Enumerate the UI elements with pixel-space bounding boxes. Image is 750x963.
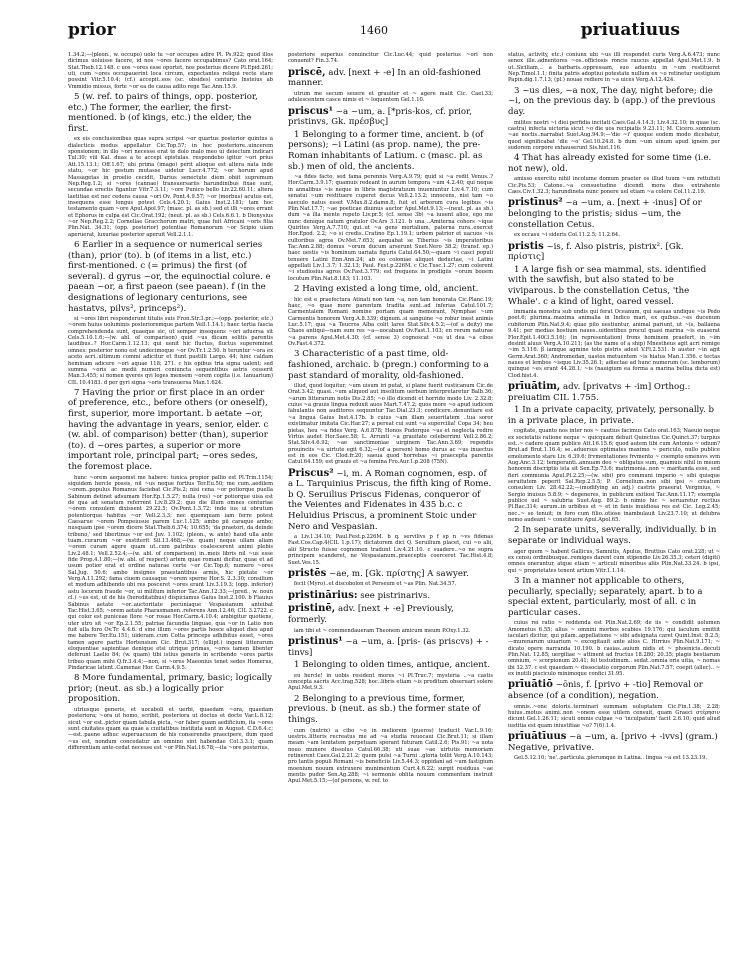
- headword: pristinē,: [288, 603, 336, 615]
- sense-definition: 5 (w. ref. to pairs of things, opp. posterior, etc.) The former, the earlier, the first-mentioned. b (of kings, etc.) the elder, the first.: [68, 92, 258, 134]
- entry-etymology: ~a ~um, a. [pris- (as priscvs) + -tinvs]: [288, 636, 489, 658]
- citations: immania monstra sub undis qui ferat Oceanum, qui saeuas undique ~is Pedo poet.6; plurima..maxima animalia in Indico mari, ex quibus..~es ducenum cubitorum Plin.Nat.9.4; quae pilo uestiuntur, animal pariunt, ut ~is, ballaena 9.41; per medias hostium naues..uidentibus procul quasi marina ~is euaserat Flor.Epit.1.40(3.5.16); (in representation) frons hominem praefert, in ~im desinit aluus Verg.A.10.211; (as the name of a ship) Mnestheus agit acri remige ~im 5.116. β iamque agmine toto pistris adest V.Fl.2.531. b auster ~in agit Germ.Arat.360; Andromedan, uastos metuentem ~is hiatus Man.1.356. c tectas naues et lembos ~isque Liv.35.26.1; adiectae ad hunc numerum (sc. lemborum) quinque ~es erant 44.28.1; ~is (nauigium ea forma a marina bellua dicta est) Clod.hist.4.: [508, 309, 720, 379]
- dictionary-entry: [288, 67, 493, 89]
- dictionary-entry: [288, 568, 493, 580]
- column-3: [508, 52, 720, 932]
- citations: ~a fides facto, sed fama perennis Verg.A.9.79; quid si ~a redit Venus..? Hor.Carm.3.9.17; quamuis redeant in aurum tempora ~um 4.2.40; qui neque in annalibus ~is neque in libris magistratuum inueniuntur Liv.4.7.10; cum senatui ~um restituere cuperet decus Vell.2.13.2; innocens, nisi tam ~o saeculo natus esset V.Max.8.2.damn.8; fuit et arborum cura legibus ~is Plin.Nat.17.7; ~ae poeticae diuinus auctor Apul.Met.9.13;—(neut. pl. as sb.) dum ~a illa mente repeto Liv.pr.5; (cf. sense 3b) ~a iuuent alios, ego me nunc denique natum gratulor Ov.Ars 3.121. b una ..Amiterna cohors ~ique Quirites Verg.A.7.710; qui..ut ~a gens mortalium, paterna rura..exercet Hor.Epod. 2.2; ~o si credis..Cratino Ep.1.19.1; urbem patrior et uacuos ~is cultoribus agros Ov.Met.7.653; aequabat se Tiberius ~is imperatoribus Tac.Ann.2.88; domus ~orum ducum arserunt Suet.Nero 38.2; (transf. ep.) haec uestis ~is hominum uariata figuris Catul.64.50;—quam ~i casci populi tenuere Latini Enn.Ann.24; ab eo coloniae aliquot deductae, ~i Latini appellati Liv.1.3.7; 1.32.13; Paul. Fest.p.226M. c Cic.Tusc.1.27; cum colerent ~i studiosius agros Ov.Fast.3.779; est frequens in prodigiis ~orum bouem locutum Plin.Nat.8.183; 11.103.: [288, 174, 493, 282]
- entry-etymology: ~ae, m. [Gk. πρίστης] A sawyer.: [326, 568, 469, 579]
- sense-definition: 3 Characteristic of a past time, old-fashioned, archaic. b (pregn.) conforming to a past standard of morality, old-fashioned.: [288, 349, 489, 381]
- citations: utrum me secum seuere et grauiter et ~ agere malit Cic. Cael.33; adulescentem casce nimis et ~ loquentem Gel.1.10.: [288, 90, 493, 104]
- sense-definition: 2 Belonging to a previous time, former, previous. b (neut. as sb.) the former state of things.: [288, 693, 481, 725]
- citations: utriusque generis, et uocaboli et uerbi, quaedam ~ora, quaedam posteriora; ~ora ut homo, scribit, posteriora ut doctus et docte Var.L.8.12; sicut ~or est..pictor quam tabula picta, ~or faber quam aedificium, ita ~ores sunt ciuitates quam ea quae a ciuitatibus instituta sunt in August. C.D.6.4.c;—est..paene adhuc superuacuum de his conserendis praecipere, dum quod ~us est, nondum concedatur an omnino sint habendae Col.3.3.1; quam differentiam ante-cedat necesse est ~or Plin.Nat.16.78;—ita ~ore posterius,: [68, 707, 273, 752]
- sense-definition: 1 A large fish or sea mammal, sts. identified with the sawfish, but also stated to be viviparous. b the constellation Cetus, 'the Whale'. c a kind of light, oared vessel.: [508, 264, 707, 307]
- entry-etymology: adv. [privatvs + -im] Orthog.: preiuatim CIL 1.755.: [508, 381, 691, 403]
- citations: hic est e praefectura Atinati non tam ~a, non tam honorata Cic.Planc.19; haec, ~o quae more parentum tradita sunt..ad inferias Catul.101.7; Carmentalem Romani nomine portam quam memorant, Nymphae ~um Carmentis honorem Verg.A.8.339; dignum..si sanguine ~o robur inest animis Luc.5.17; qua ~a Teucros Alba colit lares Stat.Silv.4.5.2;—(of a deity) me Chaos antiqui—nam sum res ~a—uocabant Ov.Fast.1.103; en rerum naturae ~a parens Apul.Met.4.30; (cf. sense 3) cognoscat ~os ut dea ~a cibos Ov.Fast.4.372.: [288, 296, 493, 347]
- citations: cum (nutrix) a cibo ~o in meliorem (pueros) traducit Var.L.9.16; uestris..litteris recreatus me ad ~a studia reuocaui Cic.Brut.11; si illam meam ~am lenitatem perpetuam sperant futuram Catil.2.6; Pis.91; ~a uota nouo munere dissoluo Catul.66.38; uti suae ~ae uirtutis memoriam retinerent Caes.Gal.2.21.2; quem pulsi ~a Turni ..gloria tollit Verg.A.10.143; pro tantis populi Romani ~is beneficiis Liv.5.44.3; oppidani ad ~um fastigium moenium nouum extruxere munimentum Curt.4.6.22; surgit residuus ~ae mentis pudor Sen.Ag.288; ~i sermonis oblita nouum commentum instruit Apul.Met.5.15;—(of persons, w. ref. to: [288, 727, 493, 785]
- sense-definition: 7 Having the prior or first place in an order of preference, etc., before others (or oneself), first, superior, more important. b aetate ~or, having the advantage in years, senior, elder. c (w. abl. of comparison) better (than), superior (to). d ~ores partes, a superior or more important role, principal part; ~ores sedes, the foremost place.: [68, 387, 269, 473]
- guide-word-left: prior: [68, 20, 116, 40]
- running-header: [68, 20, 680, 42]
- dictionary-entry: [508, 197, 720, 230]
- dictionary-entry: [508, 731, 720, 753]
- entry-etymology: adv. [next + -e] In an old-fashioned manner.: [288, 67, 481, 89]
- column-1: [68, 52, 273, 932]
- dictionary-entry: [288, 106, 493, 128]
- citations: ex eis conclusionibus quas supra scripsi ~or quartus posterior quintus a dialecticis modus appellatur Cic.Top.57; in hoc posteriore..uincerem sponsionem; in illo ~ori necesse erat te dolo malo meo ui deiectum indicari Tul.30; viii Kal. duas a te accepi epistulas. respondebo igitur ~ori prius Att.15.13.1; Off.1.67; ubi prima (imago) perit alioque est altera nata inde statu, ~or hic gestum mutasse uidetur Lucr.4.772; ~or horum apud Massagetas in proelio cecidit, Darius senectute diem obiit supremum Nep.Reg.1.2; si ~ores (cannae) transuersariis harundinibus fixae sunt, secundae erectis figantur Vitr.7.3.11; ~ore Punico bello Liv.22.60.11; altera laetitiae est nec cedens causa ~ori Ov. Pont.4.9.57; ~or (morbus) acutus est, insequens esse longus potest Cels.4.20.1; Gaius Inst.2.181; tam hoc testamento quam ~ore Apul.Apol.97; (masc. pl. as sb.) sed et illi ~ores errant et Ephorus in culpa est Cic.Orat.192; (neut. pl. as sb.) Cels.6.6.1. b Dionysius ~or Nep.Reg.2.2; Corneliae Gracchorum matri, quae fuit Africani ~oris filia Plin.Nat. 34.31; (opp. posterior) potentiae Romanorum ~or Scipio uiam aperuerat, luxuriae posterior aperuit Vell.2.1.1.: [68, 136, 273, 238]
- headword: prīuātīuus: [508, 731, 567, 743]
- sense-definition: 4 That has already existed for some time (i.e. not new), old.: [508, 153, 712, 174]
- headword: pristis: [508, 240, 544, 252]
- citations: Gel.5.12.10; 'ne'..particula..plerumque in Latina.. lingua ~a est 13.23.19.: [514, 755, 708, 762]
- citations: milites nostri ~i diei perfidia incitati Caes.Gal.4.14.3; Liv.4.32.10; in quae (sc. castra) infecta uictoria sicut ~o die uos recipiatis 9.23.11; M. Cicero..somnium ~ae noctis..narrabat Suet.Aug.94.9;—'die ~i' quoque eodem modo dicebatur, quod significabat 'die ~o' Gel.10.24.8. b dum ~um uinum apud ignem per sudorem corpore exhauserunt Sis.hist.116.: [508, 119, 720, 151]
- citations: si ~ores libri responderunt titulis suis Fron.Str.3.pr.;—(opp. posterior, etc.) ~orem huius uoluminis posterioremque partem Vell.1.14.1; haec tertia fascia comprehendenda sunt, quaeque sic, ut semper insequens ~ori aduersa sit Cels.5.10.1.6;—(w. abl. of comparison) quid ~us dicam solitis parentis laudibus..? Hor.Carm.1.12.13; qui uenit hic fluctus, fluctus supereminet omnes: posterior nono est undecimoque ~or Ov.Tr.1.2.50. b teruntur ~ora ex aceto acri..ultimum commi adicitur et fiunt pastilli Largo. 44; hinc caldam heminam adicere ~ori aquae 118; 271. c his opibus tria signa ualent; sed summa ~oris ac medii numeri coniuncta sequentibus astris cesserit Man.3.455; si nomen qveres qvi leges mensem ~orem cogita (i.e. Ianuarium) CIL 10.4183. d per gyri signa ~oris transuersa Man.1.624.: [68, 316, 273, 386]
- entry-etymology: adv. [next + -e] Previously, formerly.: [288, 604, 454, 625]
- entry-etymology: ~is, f. Also pistris, pistrix². [Gk. πρίστις]: [508, 241, 684, 263]
- headword: Priscus²: [288, 467, 334, 479]
- sense-definition: 3 In a manner not applicable to others, peculiarly, specially; separately, apart. b to a special extent, particularly, most of all. c in particular cases.: [508, 576, 703, 618]
- sense-definition: 1 In a private capacity, privately, personally. b in a private place, in private.: [508, 405, 714, 426]
- citations: cuius rei ratio ~ reddenda est Plin.Nat.2.69; de iis ~ condidit uolumen Amometus 6.55; alius ~ omnini morbos scabies 19.176; qui iaculum emittit iaculari dicitur, qui pilam..appellatione ~ sibi adsignata caret Quint.Inst. 8.2.5;—murenarum uiuarium ~ excogitauit ante alios C. Hirrius Plin.Nat.9.171; ~ dicato opere narranda 10.190. b casias..auium nidis et ~ phoenicis..decuti Plin.Nat. 12.85; uergiliae ~ attinent ad fructus 18.280; 20.35; plagis bestiarum omnium, ~ scorpionum 20.41; fel testudinum.. sedat..omnia oris uitia, ~ nomas ibi 32.37. c est quaedam ~ dissociatio corporum Plin.Nat.7.57; coepit (allec).. ~ ex inutili pisciculo minimoque confici 31.95.: [508, 620, 720, 678]
- dictionary-entry: [288, 636, 493, 658]
- headword: priscus¹: [288, 105, 334, 117]
- citations: 1.34.2;—(pleon., w. occupo) uolo tu ~or occupes adire Pl. Ps.922; quod illos dicimus uoluisse facere, id nos ~ores facere occupabimus? Cato orat.164; Stat.Theb.12.148. c uos ~ores esse oportet, nos posterius dicere Pl.Epid.261; uti, cum ~ores occupauerint loca circum, expectantes reliqui recte stare possint Vitr.5.10.4; (cf.) accepit..eos (sc. obsides) centurio Insteius ab Vmmidio missus, forte ~or ea de causa adito rege Tac.Ann.15.9.: [68, 52, 273, 90]
- column-2: [288, 52, 493, 932]
- sense-definition: 3 ~us dies, ~a nox, The day, night before; die ~i, on the previous day. b (app.) of the previous day.: [508, 85, 716, 117]
- dictionary-entry: [508, 381, 720, 403]
- entry-etymology: ~i, m. A Roman cognomen, esp. of a L. Tarquinius Priscus, the fifth king of Rome. b Q. Seruilius Priscus Fidenas, conqueror of the Veientes and Fidenates in 435 b.c. c Heluidius Priscus, a prominent Stoic under Nero and Vespasian.: [288, 468, 492, 532]
- page-number: 1460: [360, 24, 388, 37]
- headword: pristinārius:: [288, 589, 358, 601]
- sense-definition: 1 Belonging to a former time, ancient. b (of persons); ~i Latini (as prop. name), the pre-Roman inhabitants of Latium. c (masc. pl. as sb.) men of old, the ancients.: [288, 129, 484, 172]
- entry-etymology: ~a ~um, a. [next + -inus] Of or belonging to the pristis; sidus ~um, the constellation Cetus.: [508, 198, 702, 230]
- entry-etymology: ~ōnis, f. [privo + -tio] Removal or absence (of a condition), negation.: [508, 680, 703, 702]
- citations: omnis..~one doloris..terminari summam uoluptatem Cic.Fin.1.38; 2.28; huius..motus animi..non ~onem esse utilem censuit, quam Graeci στέρησιν dicunt Gel.1.26.11; sicuti omnis culpae ~o 'inculpatum' facit 2.6.10; quid aliud iustitia est quam iniustitiae ~o? 7(6).1.4.: [508, 703, 720, 729]
- dictionary-entry: [508, 679, 720, 701]
- headword: pristīnus²: [508, 197, 563, 209]
- citations: illud, quod loquitur, ~um uisum iri putat, si plane fuerit rusticanum Cic.de Orat.3.42; quasi..~um aliquod aut insolitum uerbum interpretaretur Balb.36; ~arum litterarum notis Dis.2.85; ~o illo dicendi et horrido modo Liv. 2.32.8; cuius ~a grauis lingua reduxit auos Mart.7.47.2; quos more ~o apud iudicem fabulantis non auditores sequuntur Tac.Dial.23.3; condicere..denuntiare est ~a lingua Gaius Inst.4.17b. b cuius ~am illam seueritatem ..tua soror existimatur imitata Cic.Har.27; a pereat cui sunt ~a supercilia! Copa 34; heu pietas, heu ~a fides Verg. A.6.878; Honos Pudorque ~us et neglecta redire Virtus audet Hor.Saec.58; L. Arrunti ~a grauitate celeberrimi Vell.2.86.2; Stat.Silv.4.6.92; ~ae sanctimoniae uirginem Tac.Ann.3.69; regendis prouinciis ~a uirtute egit 6.32;—(of a person) homo durus ac ~us inuectus est in eos Cic. Clod.fr.20; saeua quod horrebas ~i praecepta parentis Catul.64.159; est grauis et ~a femina Fro.Aur.1.p.208 (75N).: [288, 383, 493, 466]
- citations: ex occasu ~i sideris Col.11.2.5; 11.2.64.: [514, 232, 620, 239]
- citations: ager quem ~ habent Gallicus, Samnitis, Apulus, Bruttius Cato orat.228; ut ~ ex censu ordinibusque..remiges darent cum stipendio Liv.26.35.3; ceteri (digiti) omnes onerantur, atque etiam ~ articuli minoribus aliis Plin.Nat.33.24. b ipsi, qui ~ proprietates tenent artium Vitr.1.1.14.: [508, 548, 720, 574]
- citations: a Liv.1.34.10; Paul.Fest.p.226M. b q. servilivs p f sp n ~vs fidenas Fast.Cos.Cap.4(CIL 1.p.17); dictatorem dici Q. Seruilium placet, cui ~o alii, alii Structo fuisse cognomen tradunt Liv.4.21.10. c suadere..~o ne supra principem scanderet, ne Vespasianum..praeceptis coerceret Tac.Hist.4.8; Suet.Ves.15.: [288, 534, 493, 566]
- citations: fecit (Myro)..et discobolon et Perseum et ~as Plin. Nat.34.57.: [294, 581, 457, 588]
- guide-word-right: priuatiuus: [580, 20, 680, 40]
- citations: amisso exercitu nihil incolume domum praeter os illud tuum ~um rettulisti Cic.Pis.53; Catone..~a consuetudine dicendi mora dies extrahente Caes.Civ.1.32.3; harundineta nunc ponere uel etiam ~a colere Col.11.2.19.: [508, 176, 720, 196]
- dictionary-entry: [288, 603, 493, 625]
- sense-definition: 6 Earlier in a sequence or numerical series (than), prior (to). b (of items in a list, etc.) first-mentioned. c (= primus) the first (of several). d gyrus ~or, the equinoctial colure. e paean ~or, a first paeon (see paean). f (in the designations of legionary centurions, see hastatvs, pilvs², princeps²).: [68, 239, 271, 314]
- headword: priscē,: [288, 66, 326, 78]
- entry-etymology: ~a ~um, a. [privo + -ivvs] (gram.) Negative, privative.: [508, 732, 718, 753]
- citations: iam tibi et ~ commendaueram Theonem amicum meum P.Oxy.1.32.: [294, 627, 471, 634]
- dictionary-entry: [288, 590, 493, 602]
- sense-definition: 2 In separate units, severally, individually. b in separate or individual ways.: [508, 525, 717, 547]
- sense-definition: 1 Belonging to olden times, antique, ancient.: [294, 660, 490, 671]
- citations: posteriore superius conuincitur Cic.Luc.44; quid posterius ~ori non conuenit? Fin.3.74.: [288, 52, 493, 65]
- entry-etymology: see pistrinarivs.: [357, 590, 431, 601]
- headword: prīuātim,: [508, 380, 561, 392]
- headword: pristēs: [288, 567, 327, 579]
- sense-definition: 2 Having existed a long time, old, ancient.: [294, 283, 479, 294]
- headword: pristinus¹: [288, 635, 343, 647]
- dictionary-entry: [288, 468, 493, 533]
- citations: hunc ~orem aequomst me habere: tunica propior pallio est Pl.Trin.1154; siquidem hercle possis, nil ~us neque fortius Ter.Eu.50; me cum..aedilem ~orem..populus Romanus faciebat Cic.Pis.2; nisi cena ~or potiorque puella Sabinum detinet adsumam Hor.Ep.1.5.27; nulla (res) ~or potiorque uisa est de qua ad senatum referrent Liv.8.29.2; quo die illum omnes centuriae ~orem consulem dixissent 29.22.5; Ov.Pont.1.3.72; inde ius ui obrutum potentiorque habitus ~or Vell.2.3.3; nec quemquam iam ferre potest Caesarue ~orem Pompeiusue parem Luc.1.125; ambo pii caraque ambo; nusquam ipse ~orem dicere Stat.Theb.6.374; 10.655; 'da praetori, da deinde tribuno,' sed libertinus ~or est Juv. 1.102; (pleon., w. ante) haud ulla ante tuam..curarum ~or exstiterit Sil.13.468;—(w. quam) neque ullam aliam ~orem curam agere quam ut..cum patribus coalescerent animi plebis Liv.2.48.1; Vell.2.52.4;—(w. abl. of comparison) in..meis libris nil ~us esse fide Prop.4.1.80;—(w. abl. of respect) artem quae romani dicitur, quae et ad usum potior erat et ordine naturae certe ~or Cic.Top.6; numero ~ores Sal.Jug. 50.6; ambo insignes praestantibus armis, hic pietate ~or Verg.A.11.292; fama ciuem causaque ~orem sperne Hor.S. 2.3.30; consilium et modum adhibendo ubi res posceret ~ores erant Liv.3.19.3; (opp. inferior) astu locorum fraude ~or, ui militum inferior Tac.Ann.12.33;—(pred., w. noun cl.) ~us est, ut de his (hereditatibus) dispiciamus Gaius Inst.2.100. b Flauius Sabinus aetate ~or..auctoritate pecuniaque Vespasianum anteibat Tac.Hist.3.65; ~orem aetate Pharasmanen..referens Ann.12.46; CIL 3.2722. c qui color est puniceae flore ~or rosae Hor.Carm.4.10.4; ambigitur quotiens, uter utro sit ~or Ep.2.1.55; patriae facundia linguae, qua ~or in Latio non fuit ulla foro Ov.Tr. 4.4.6. d sine illum ~ores partis hosce aliquot dies apud me habere Ter.Eu.151; uideram..cum Cotta princeps adhibitus esset, ~ores tamen agere partis Hortensium Cic. Brut.317; (ellipt.) ingeni litterarum eloquentiae sapientiae denique etsi utrique primas, ~ores tamen libenter deferunt Laelio 84; (w. quam) tibi istius generis in scribendo ~ores partis tribuo quam mihi Q.fr.3.4.4;—non, si ~ores Maeonius tenet sedes Homerus, Pindaricae latent..Camenae Hor. Carm.4.9.5.: [68, 474, 273, 671]
- entry-etymology: ~a ~um, a. [*pris-kos, cf. prior, pristinvs, Gk. πρέσβυς]: [288, 106, 472, 128]
- dictionary-entry: [508, 241, 720, 263]
- citations: eu hercle! in uobis resident mores ~i Pl.Truc.7; mysteria ..~a castis concepta sacris Acc.trag.528; hoc..libris etiam ~is proditum obseruari solere Apul.Met.9.3.: [288, 672, 493, 692]
- headword: prīuātiō: [508, 679, 553, 691]
- citations: cogitate, quanto nos inter nos ~ cautius facimus Cato orat.163; Naeuio neque ex societatis ratione neque ~ quicquam debuit Quinctius Cic.Quinct.37; turpius est..~ cadere quam publice Att.16.15.6; quod autem tibi cum Antonio ~ odium? Brut.ad Brut.1.16.4; se..aduersus optimates maximo ~ periculo, nullo publice emolumento stare Liv. 6.39.6; frvmentationes frvmento ~ coempto emensvs svm Aug.Anc.3.12; temperanti..annuam deo ~ obligatus sum, quamuis nihil in meum honorem discriptio ista sit Sen.Ep.73.6; matrimonia..non ~ maritanda esse, sed fieri communia Apul.Pl.2.25;—(w. sibi) pro communi imperio ~ sibi quisque seruitutem peperit Sal.Rep.2.5.5; P. Cornelium..non sibi ipsi ~ creatum consulem Liv. 28.42.22;—(modifying an adj.) castris praeerat Verginius, ~ Sergio inuisus 5.8.9; ~ degeneres, in publicum exitiosi Tac.Ann.11.17; exempla publice uel ~ salubria Suet.Aug. 89.2. b nimio hic ~ seruaretur rectius Pl.Bac.314; aurum..in urbibus et ~ et in fanis inuidiosa res est Cic. Leg.2.45; nec..~ se tenuit; in foro cum filio..otiose inambulauit Liv.23.7.10; ut delubra nemo audeant ~ constituere Apul.Apol.65.: [508, 428, 720, 524]
- citations: status, activity, etc.) coniunx ubi ~us illi respondet curis Verg.A.6.473; nunc senex ille..adnentores ~os..officiosis roncis raucus appellat Apul.Met.1.9. b ut..Siciliam,.. a barbaris..oppressam, suo aduentu in ~um restitueret Nep.Timol.1.1; finita patris adoptiui potestate nullum ex ~o retinetur uestigium Papin.dig.1.7.13; (pl.) nouae rediere in ~a uices Verg.A.12.424.: [508, 52, 720, 84]
- sense-definition: 8 More fundamental, primary, basic; logically prior; (neut. as sb.) a logically prior proposition.: [68, 673, 273, 705]
